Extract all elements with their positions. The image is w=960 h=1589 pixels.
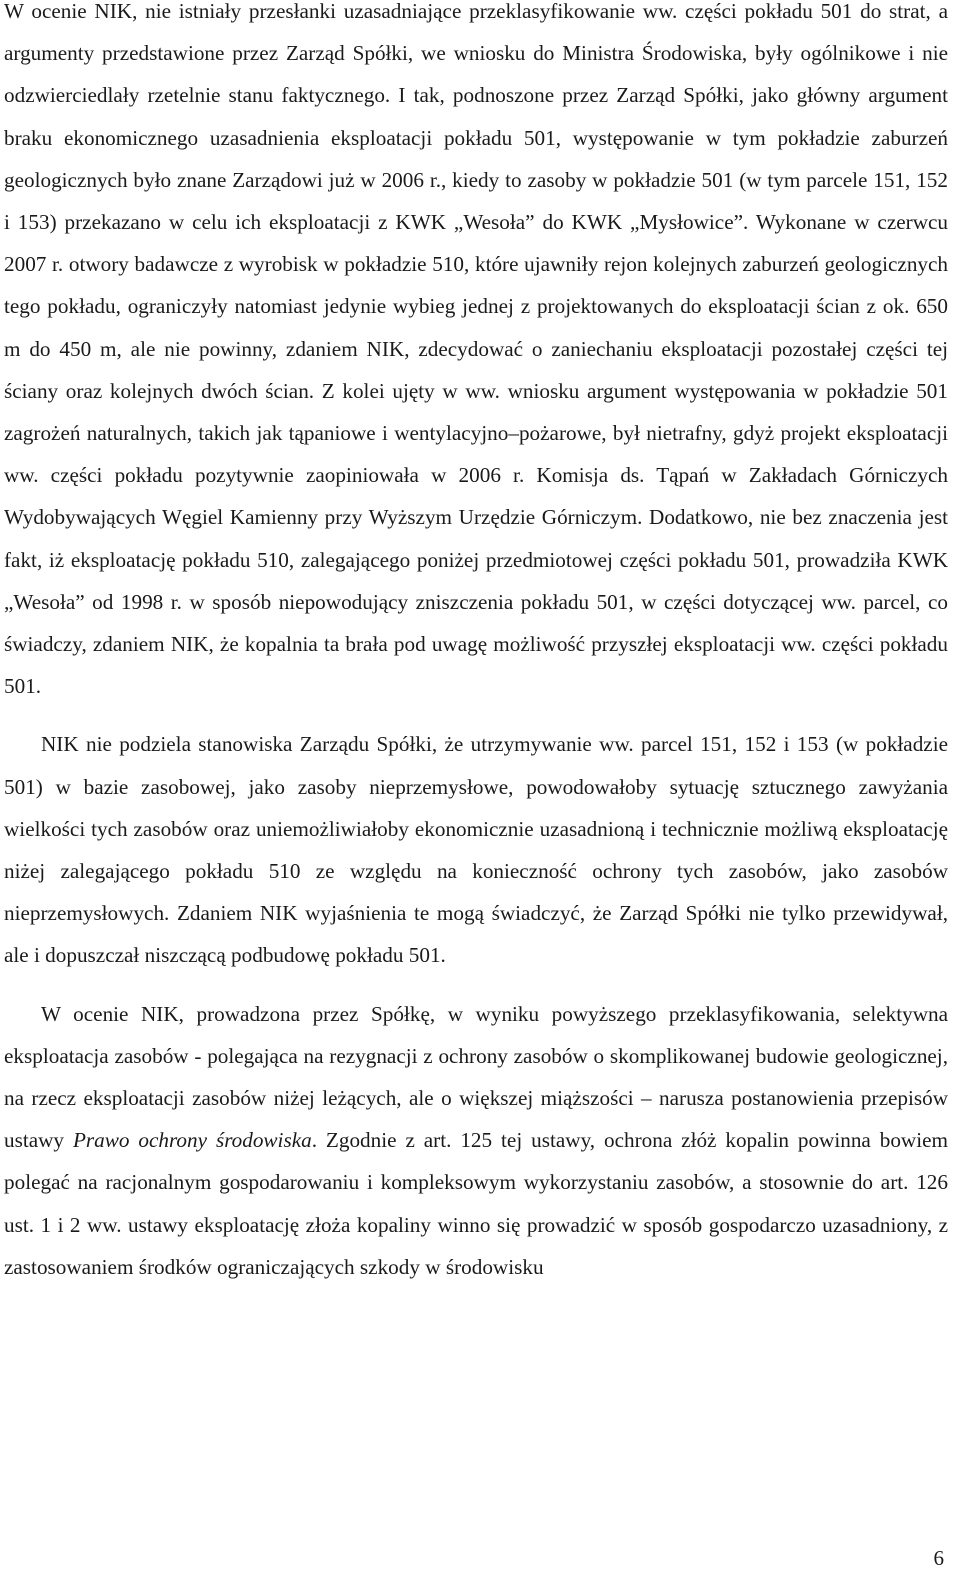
paragraph-nik-assessment-reclassification: W ocenie NIK, nie istniały przesłanki uzasadniające przeklasyfikowanie ww. części pokładu 501 do strat, a argumenty przedstawione przez Zarząd Spółki, we wniosku do Ministra Środowiska, były ogólnikowe i nie odzwierciedlały rzetelnie stanu faktycznego. I tak, podnoszone przez Zarząd Spółki, jako główny argument braku ekonomicznego uzasadnienia eksploatacji pokładu 501, występowanie w tym pokładzie zaburzeń geologicznych było znane Zarządowi już w 2006 r., kiedy to zasoby w pokładzie 501 (w tym parcele 151, 152 i 153) przekazano w celu ich eksploatacji z KWK „Wesoła” do KWK „Mysłowice”. Wykonane w czerwcu 2007 r. otwory badawcze z wyrobisk w pokładzie 510, które ujawniły rejon kolejnych zaburzeń geologicznych tego pokładu, ograniczyły natomiast jedynie wybieg jednej z projektowanych do eksploatacji ścian z ok. 650 m do 450 m, ale nie powinny, zdaniem NIK, zdecydować o zaniechaniu eksploatacji pozostałej części tej ściany oraz kolejnych dwóch ścian. Z kolei ujęty w ww. wniosku argument występowania w pokładzie 501 zagrożeń naturalnych, takich jak tąpaniowe i wentylacyjno–pożarowe, był nietrafny, gdyż projekt eksploatacji ww. części pokładu pozytywnie zaopiniowała w 2006 r. Komisja ds. Tąpań w Zakładach Górniczych Wydobywających Węgiel Kamienny przy Wyższym Urzędzie Górniczym. Dodatkowo, nie bez znaczenia jest fakt, iż eksploatację pokładu 510, zalegającego poniżej przedmiotowej części pokładu 501, prowadziła KWK „Wesoła” od 1998 r. w sposób niepowodujący zniszczenia pokładu 501, w części dotyczącej ww. parcel, co świadczy, zdaniem NIK, że kopalnia ta brała pod uwagę możliwość przyszłej eksploatacji ww. części pokładu 501. (4, 0, 948, 699)
document-page (4, 0, 948, 1288)
paragraph-nik-position-reserves: NIK nie podziela stanowiska Zarządu Spółki, że utrzymywanie ww. parcel 151, 152 i 153 (w pokładzie 501) w bazie zasobowej, jako zasoby nieprzemysłowe, powodowałoby sytuację sztucznego zawyżania wielkości tych zasobów oraz uniemożliwiałoby ekonomicznie uzasadnioną i technicznie możliwą eksploatację niżej zalegającego pokładu 510 ze względu na konieczność ochrony tych zasobów, jako zasobów nieprzemysłowych. Zdaniem NIK wyjaśnienia te mogą świadczyć, że Zarząd Spółki nie tylko przewidywał, ale i dopuszczał niszczącą podbudowę pokładu 501. (4, 732, 948, 968)
paragraph-text-before: W ocenie NIK, prowadzona przez Spółkę, w wyniku powyższego przeklasyfikowania, selektywna eksploatacja zasobów - polegająca na rezygnacji z ochrony zasobów o skomplikowanej budowie geologicznej, na rzecz eksploatacji zasobów niżej leżących, ale o większej miąższości – narusza postanowienia przepisów ustawy (4, 1001, 948, 1153)
page-number: 6 (933, 1546, 944, 1570)
paragraph-selective-exploitation (4, 993, 948, 1288)
act-title-italic: Prawo ochrony środowiska (72, 1128, 312, 1153)
paragraph-text-after: . Zgodnie z art. 125 tej ustawy, ochrona złóż kopalin powinna bowiem polegać na racjonalnym gospodarowaniu i kompleksowym wykorzystaniu zasobów, a stosownie do art. 126 ust. 1 i 2 ww. ustawy eksploatację złoża kopaliny winno się prowadzić w sposób gospodarczo uzasadniony, z zastosowaniem środków ograniczających szkody w środowisku (4, 1128, 948, 1279)
